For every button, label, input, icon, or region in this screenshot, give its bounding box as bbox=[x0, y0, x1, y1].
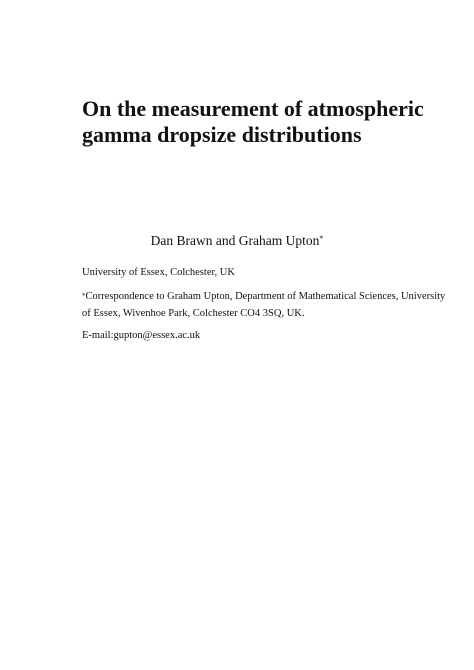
affiliation: University of Essex, Colchester, UK bbox=[82, 267, 235, 278]
author-names: Dan Brawn and Graham Upton bbox=[150, 233, 320, 248]
correspondence-line-1 bbox=[82, 290, 445, 304]
paper-title-line-1: On the measurement of atmospheric bbox=[82, 96, 424, 121]
author-list bbox=[0, 232, 474, 250]
email-address: E-mail:gupton@essex.ac.uk bbox=[82, 330, 201, 341]
paper-title bbox=[82, 96, 422, 148]
correspondence-marker: * bbox=[82, 292, 86, 300]
author-footnote-marker: * bbox=[319, 234, 324, 243]
correspondence-text-1: Correspondence to Graham Upton, Department of Mathematical Sciences, University bbox=[85, 291, 446, 302]
correspondence-line-2: of Essex, Wivenhoe Park, Colchester CO4 3SQ, UK. bbox=[82, 308, 305, 319]
paper-title-line-2: gamma dropsize distributions bbox=[82, 122, 362, 147]
